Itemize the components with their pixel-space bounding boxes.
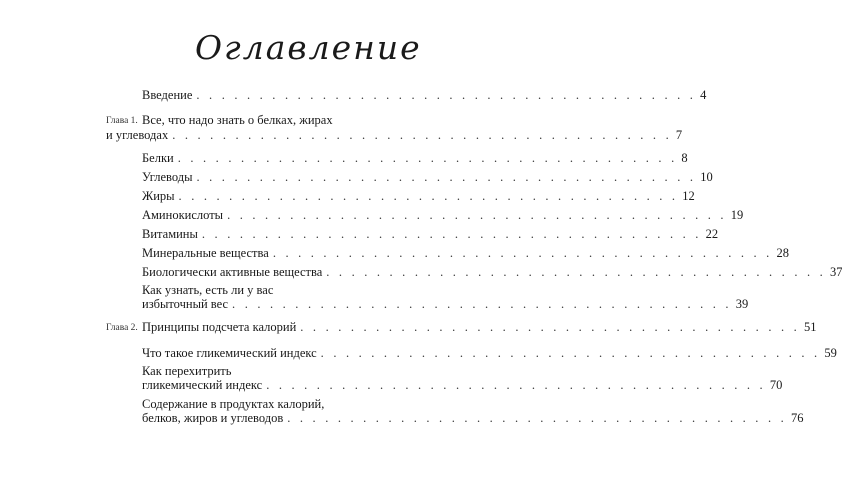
toc-entry-page: 39 [735, 297, 749, 311]
toc-entry-text: Содержание в продуктах калорий, [142, 397, 325, 411]
leader-dots: . . . . . . . . . . . . . . . . . . . . . . . . . . . . . . . . . . . . . . . . [320, 346, 821, 360]
toc-entry-item-line1[interactable] [142, 397, 378, 411]
toc-entry-item[interactable] [142, 246, 789, 260]
leader-dots: . . . . . . . . . . . . . . . . . . . . . . . . . . . . . . . . . . . . . . . . [178, 189, 679, 203]
page-title: Оглавление [195, 28, 422, 67]
toc-entry-page: 37 [829, 265, 842, 279]
toc-entry-intro[interactable] [142, 88, 707, 102]
toc-entry-item[interactable] [142, 265, 842, 279]
toc-entry-page: 8 [681, 151, 688, 165]
toc-entry-text: Что такое гликемический индекс [142, 346, 317, 360]
toc-entry-text: гликемический индекс [142, 378, 263, 392]
toc-entry-item[interactable] [142, 227, 719, 241]
toc-entry-page: 28 [776, 246, 789, 260]
toc-entry-chapter1-line1[interactable] [142, 113, 378, 127]
toc-entry-chapter1-line2[interactable] [106, 128, 683, 142]
toc-entry-text: Биологически активные вещества [142, 265, 323, 279]
toc-entry-item-line2[interactable] [142, 411, 804, 425]
toc-entry-text: избыточный вес [142, 297, 229, 311]
toc-entry-text: Минеральные вещества [142, 246, 269, 260]
toc-entry-page: 70 [769, 378, 783, 392]
toc-entry-text: Как перехитрить [142, 364, 232, 378]
chapter-label: Глава 1. [106, 116, 138, 126]
leader-dots: . . . . . . . . . . . . . . . . . . . . . . . . . . . . . . . . . . . . . . . . [326, 265, 826, 279]
toc-entry-page: 7 [675, 128, 683, 142]
toc-entry-item-line1[interactable] [142, 364, 378, 378]
leader-dots: . . . . . . . . . . . . . . . . . . . . . . . . . . . . . . . . . . . . . . . . [272, 246, 773, 260]
toc-entry-item-line1[interactable] [142, 283, 378, 297]
leader-dots: . . . . . . . . . . . . . . . . . . . . . . . . . . . . . . . . . . . . . . . . [266, 378, 766, 392]
leader-dots: . . . . . . . . . . . . . . . . . . . . . . . . . . . . . . . . . . . . . . . . [232, 297, 732, 311]
leader-dots: . . . . . . . . . . . . . . . . . . . . . . . . . . . . . . . . . . . . . . . . [287, 411, 787, 425]
leader-dots: . . . . . . . . . . . . . . . . . . . . . . . . . . . . . . . . . . . . . . . . [177, 151, 678, 165]
toc-entry-item-line2[interactable] [142, 378, 783, 392]
toc-entry-text: Углеводы [142, 170, 193, 184]
toc-entry-text: белков, жиров и углеводов [142, 411, 284, 425]
toc-entry-item[interactable] [142, 170, 713, 184]
leader-dots: . . . . . . . . . . . . . . . . . . . . . . . . . . . . . . . . . . . . . . . . [300, 320, 800, 334]
toc-entry-text: Все, что надо знать о белках, жирах [142, 113, 333, 127]
toc-entry-page: 22 [705, 227, 719, 241]
toc-entry-chapter2[interactable] [142, 320, 817, 334]
leader-dots: . . . . . . . . . . . . . . . . . . . . . . . . . . . . . . . . . . . . . . . . [196, 88, 697, 102]
toc-entry-item[interactable] [142, 346, 837, 360]
toc-entry-page: 59 [824, 346, 837, 360]
leader-dots: . . . . . . . . . . . . . . . . . . . . . . . . . . . . . . . . . . . . . . . . [227, 208, 727, 222]
toc-entry-item-line2[interactable] [142, 297, 749, 311]
toc-entry-item[interactable] [142, 151, 688, 165]
toc-entry-item[interactable] [142, 208, 744, 222]
toc-entry-text: Аминокислоты [142, 208, 224, 222]
toc-entry-item[interactable] [142, 189, 695, 203]
toc-entry-text: Белки [142, 151, 174, 165]
chapter-label: Глава 2. [106, 323, 138, 333]
toc-entry-text: Жиры [142, 189, 175, 203]
toc-entry-page: 12 [682, 189, 695, 203]
toc-entry-page: 10 [700, 170, 713, 184]
toc-entry-text: Введение [142, 88, 193, 102]
toc-entry-text: Принципы подсчета калорий [142, 320, 297, 334]
leader-dots: . . . . . . . . . . . . . . . . . . . . . . . . . . . . . . . . . . . . . . . . [172, 128, 672, 142]
toc-entry-page: 19 [730, 208, 744, 222]
toc-entry-text: Витамины [142, 227, 198, 241]
toc-entry-page: 76 [790, 411, 804, 425]
toc-entry-text: Как узнать, есть ли у вас [142, 283, 274, 297]
toc-entry-page: 51 [803, 320, 817, 334]
toc-entry-page: 4 [700, 88, 707, 102]
leader-dots: . . . . . . . . . . . . . . . . . . . . . . . . . . . . . . . . . . . . . . . . [196, 170, 697, 184]
toc-entry-text: и углеводах [106, 128, 169, 142]
leader-dots: . . . . . . . . . . . . . . . . . . . . . . . . . . . . . . . . . . . . . . . . [201, 227, 702, 241]
